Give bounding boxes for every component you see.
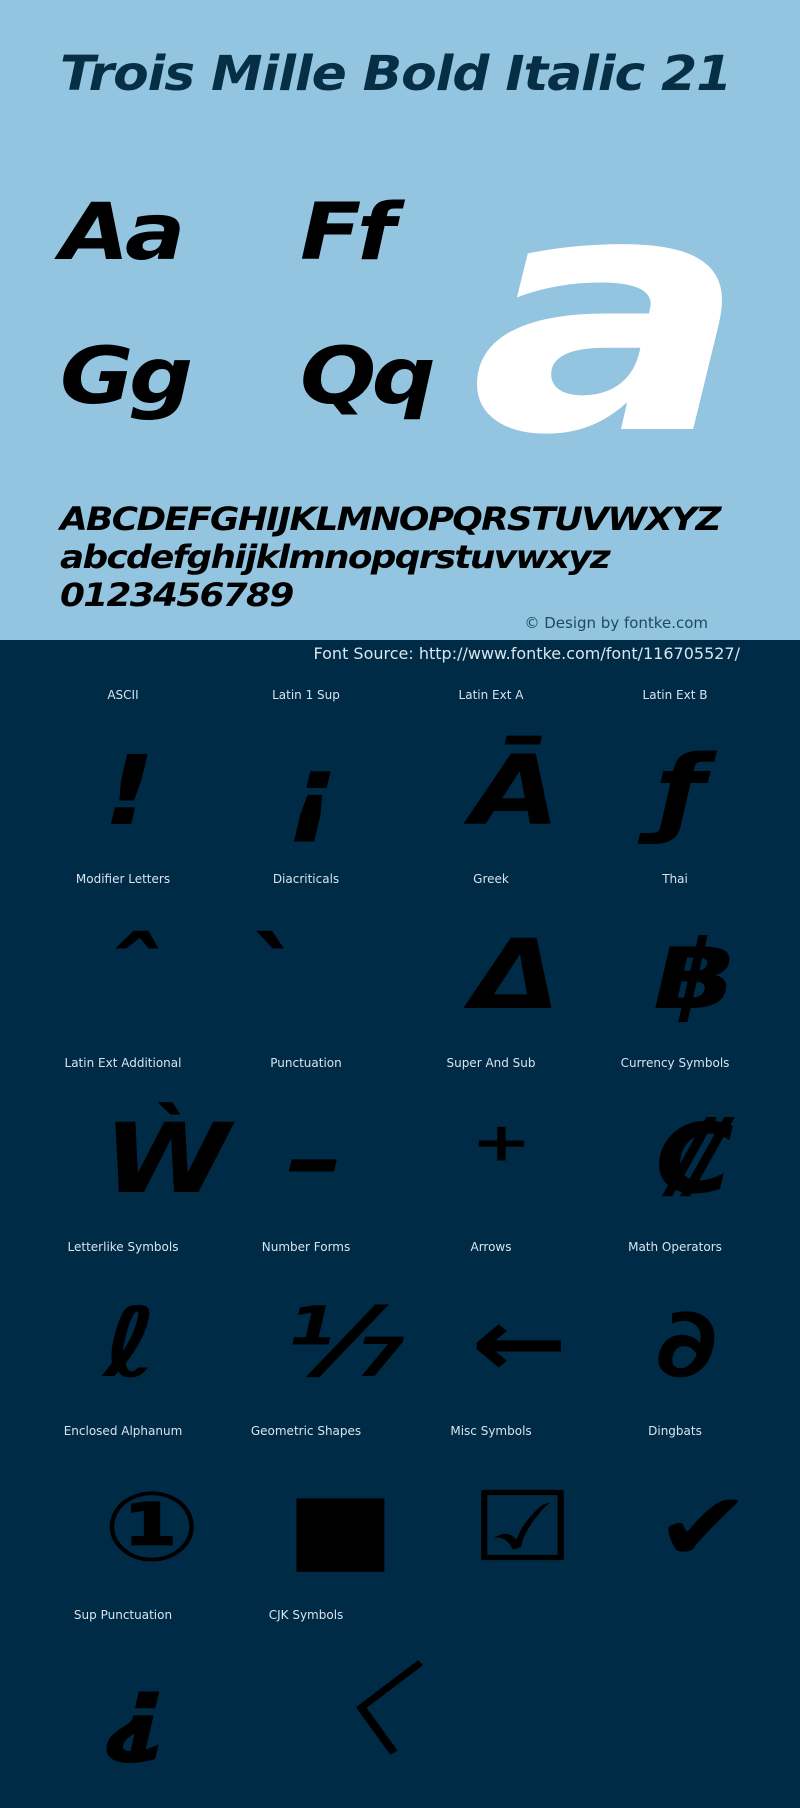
cell-label: Latin Ext Additional: [64, 1056, 182, 1070]
glyph-pair-ff: Ff: [300, 188, 392, 278]
cell-label: ASCII: [107, 688, 139, 702]
cell-label: Arrows: [470, 1240, 512, 1254]
cell-label: Number Forms: [261, 1240, 351, 1254]
glyph-sample: ℓ: [103, 1287, 158, 1399]
glyph-sample: ˆ: [103, 919, 161, 1031]
cell-label: Misc Symbols: [450, 1424, 532, 1438]
glyph-sample: 〈: [286, 1655, 402, 1767]
glyph-sample: ฿: [655, 919, 736, 1031]
glyph-sample: !: [103, 735, 156, 847]
glyph-sample: ■: [286, 1471, 395, 1583]
glyph-pair-aa: Aa: [60, 188, 181, 278]
font-title: Trois Mille Bold Italic 21: [60, 46, 732, 102]
cell-label: Math Operators: [628, 1240, 722, 1254]
cell-label: Modifier Letters: [75, 872, 171, 886]
cell-label: CJK Symbols: [268, 1608, 344, 1622]
glyph-sample: ⅐: [286, 1287, 406, 1399]
big-glyph-a: a: [470, 123, 749, 507]
digits-sample: 0123456789: [60, 576, 293, 614]
glyph-pair-gg: Gg: [60, 332, 189, 422]
cell-label: Latin Ext A: [458, 688, 524, 702]
cell-label: Greek: [473, 872, 509, 886]
glyph-sample: –: [286, 1103, 344, 1215]
cell-label: Punctuation: [270, 1056, 342, 1070]
glyph-sample: ⸘: [103, 1655, 170, 1767]
cell-label: Thai: [662, 872, 688, 886]
cell-label: Diacriticals: [272, 872, 340, 886]
glyph-sample: Δ: [471, 919, 561, 1031]
glyph-sample: ƒ: [655, 735, 706, 847]
cell-label: Dingbats: [648, 1424, 702, 1438]
cell-label: Latin 1 Sup: [272, 688, 340, 702]
glyph-sample: ☑: [471, 1471, 575, 1583]
design-credit: © Design by fontke.com: [524, 614, 708, 632]
glyph-pair-qq: Qq: [300, 332, 432, 422]
glyph-sample: Ẁ: [103, 1103, 231, 1215]
cell-label: Geometric Shapes: [250, 1424, 362, 1438]
glyph-sample: Ā: [471, 735, 561, 847]
glyph-sample: ¡: [286, 735, 339, 847]
glyph-sample: ⁺: [471, 1103, 532, 1215]
glyph-sample: ←: [471, 1287, 568, 1399]
glyph-sample: ✔: [655, 1471, 752, 1583]
cell-label: Latin Ext B: [642, 688, 708, 702]
glyph-sample: [214, 920, 398, 1030]
cell-label: Sup Punctuation: [73, 1608, 173, 1622]
glyph-sample: ₡: [655, 1103, 736, 1215]
lowercase-sample: abcdefghijklmnopqrstuvwxyz: [60, 538, 610, 576]
cell-label: Super And Sub: [446, 1056, 536, 1070]
glyph-sample: ①: [103, 1471, 201, 1583]
cell-label: Letterlike Symbols: [67, 1240, 179, 1254]
cell-label: Currency Symbols: [620, 1056, 730, 1070]
font-source-link[interactable]: Font Source: http://www.fontke.com/font/116705527/: [313, 644, 740, 663]
cell-label: Enclosed Alphanum: [63, 1424, 183, 1438]
preview-panel: [0, 0, 800, 640]
uppercase-sample: ABCDEFGHIJKLMNOPQRSTUVWXYZ: [60, 500, 720, 538]
glyph-sample: ∂: [655, 1287, 718, 1399]
